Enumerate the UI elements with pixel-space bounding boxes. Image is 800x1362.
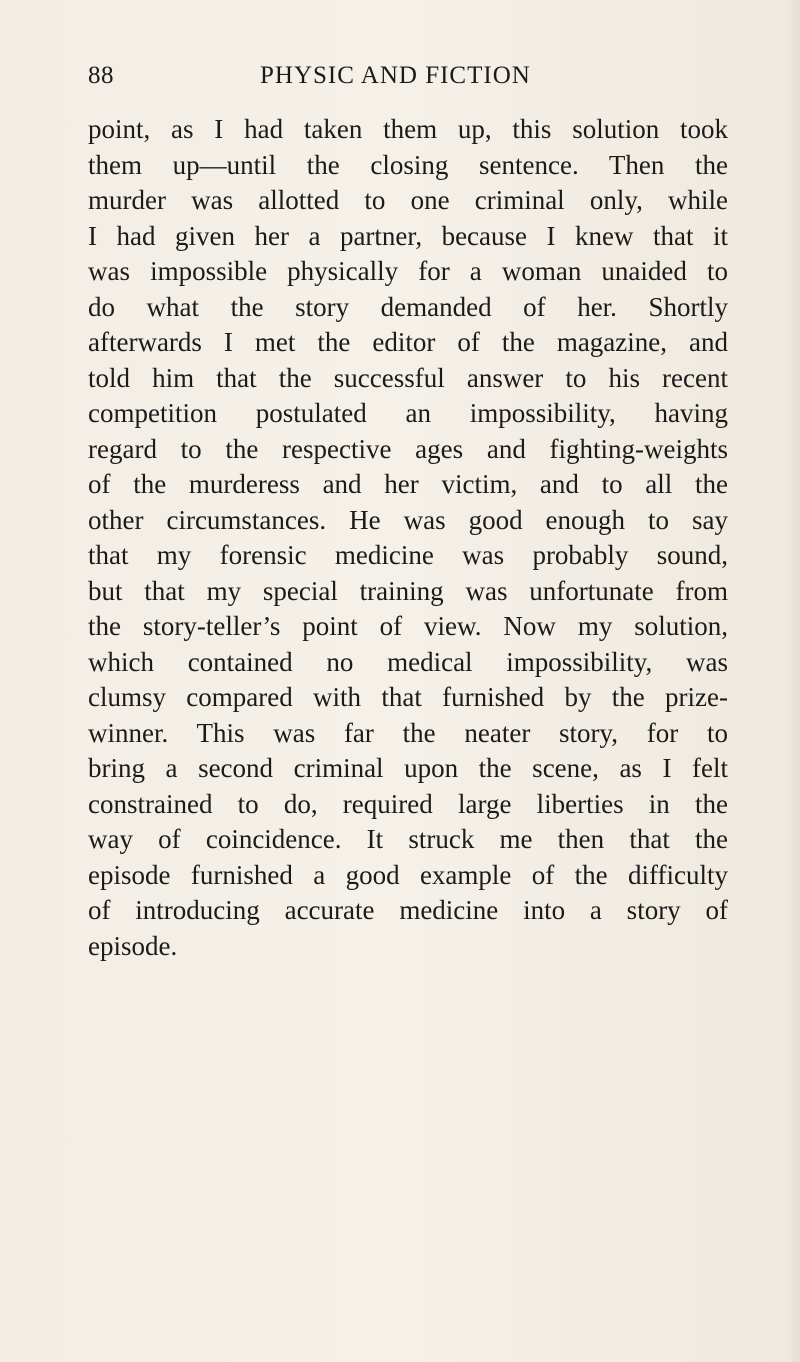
text-line: bring a second criminal upon the scene, as I felt [88,753,728,783]
text-line: clumsy compared with that furnished by the prize- [88,682,728,712]
text-line: competition postulated an impossibility, having [88,398,728,428]
text-line: of the murderess and her victim, and to all the [88,469,728,499]
text-line: constrained to do, required large liberties in the [88,788,728,819]
text-line: told him that the successful answer to his recent [88,362,728,393]
text-line: point, as I had taken them up, this solution took [88,114,728,144]
text-line: way of coincidence. It struck me then that the [88,824,728,854]
text-line: them up—until the closing sentence. Then the [88,149,728,180]
text-line: was impossible physically for a woman unaided to [88,256,728,286]
text-line: which contained no medical impossibility, was [88,646,728,677]
text-line: afterwards I met the editor of the magazine, and [88,327,728,357]
page-edge-shadow [786,0,800,1362]
text-line: I had given her a partner, because I knew that it [88,220,728,251]
text-line: but that my special training was unfortunate from [88,575,728,606]
text-line: other circumstances. He was good enough to say [88,504,728,535]
text-line: murder was allotted to one criminal only, while [88,185,728,215]
page-number: 88 [88,62,114,89]
running-header [88,62,728,98]
body-paragraph [88,112,728,964]
text-line: do what the story demanded of her. Shortly [88,291,728,322]
text-line: that my forensic medicine was probably sound, [88,540,728,570]
text-line: the story-teller’s point of view. Now my solution, [88,611,728,641]
text-line: winner. This was far the neater story, for to [88,717,728,748]
text-line-last: episode. [88,930,178,961]
text-line: of introducing accurate medicine into a story of [88,895,728,925]
text-line: episode furnished a good example of the difficulty [88,859,728,890]
running-title: PHYSIC AND FICTION [260,62,531,89]
text-line: regard to the respective ages and fighting-weights [88,433,728,464]
